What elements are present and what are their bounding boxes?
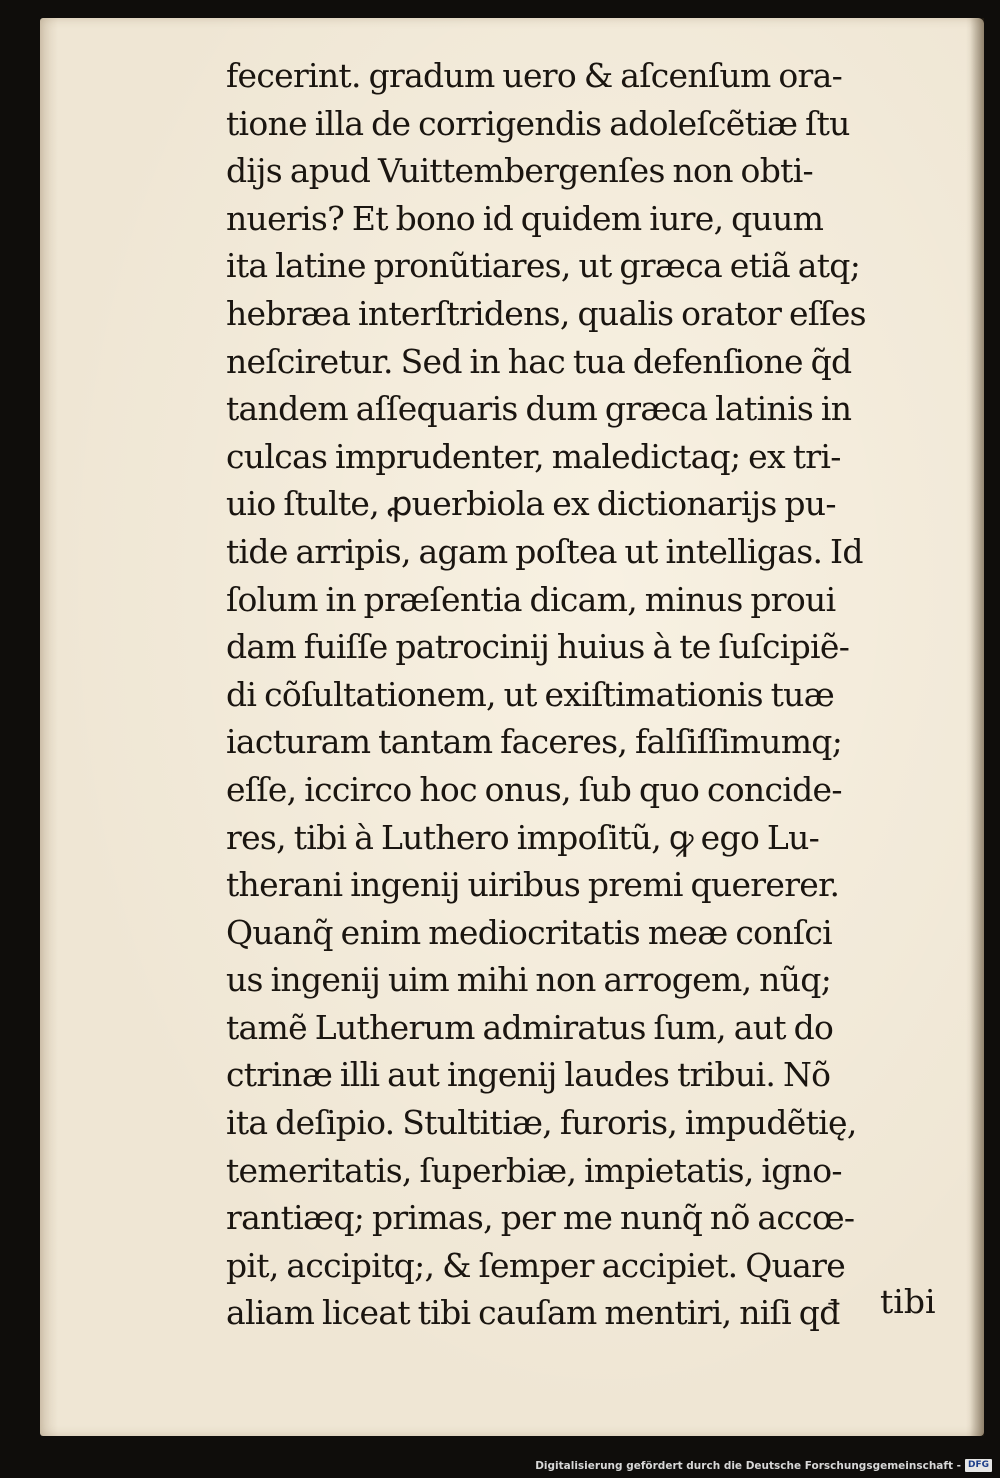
text-line: hebræa interſtridens, qualis orator eſſes [226,293,866,333]
catchword: tibi [880,1282,936,1321]
text-line: pit, accipitq;, & ſemper accipiet. Quare [226,1245,846,1285]
text-line: culcas imprudenter, maledictaq; ex tri- [226,436,841,476]
text-line: nueris? Et bono id quidem iure, quum [226,198,824,238]
text-line: us ingenij uim mihi non arrogem, nũq; [226,960,832,1000]
text-line: therani ingenij uiribus premi quererer. [226,865,840,905]
text-line: neſciretur. Sed in hac tua defenſione q̃d [226,341,852,381]
text-line: tandem aſſequaris dum græca latinis in [226,389,852,429]
text-line: tamẽ Lutherum admiratus ſum, aut do [226,1007,834,1047]
text-line: tide arripis, agam poſtea ut intelligas. Id [226,531,863,571]
text-line: dijs apud Vuittembergenſes non obti- [226,151,814,191]
text-line: ctrinæ illi aut ingenij laudes tribui. Nõ [226,1055,831,1095]
credit-text: Digitalisierung gefördert durch die Deutsche Forschungsgemeinschaft - [535,1459,961,1472]
text-line: rantiæq; primas, per me nunq̃ nõ accœ- [226,1198,855,1238]
text-line: temeritatis, ſuperbiæ, impietatis, igno- [226,1150,842,1190]
text-line: uio ſtulte, ꝓuerbiola ex dictionarijs pu- [226,484,836,524]
text-line: fecerint. gradum uero & aſcenſum ora- [226,56,843,95]
text-line: tione illa de corrigendis adoleſcẽtiæ ſtu [226,103,850,143]
printed-text-block [226,52,926,1337]
text-line: eſſe, iccirco hoc onus, ſub quo concide- [226,769,842,809]
text-line: ita latine pronũtiares, ut græca etiã atq; [226,246,861,286]
text-line: Quanq̃ enim mediocritatis meæ conſci [226,912,833,952]
digitization-credit [535,1459,992,1472]
text-line: iacturam tantam faceres, falſiſſimumq; [226,722,843,762]
dfg-logo: DFG [965,1459,992,1472]
text-line: aliam liceat tibi cauſam mentiri, niſi qđ [226,1293,840,1333]
text-line: di cõſultationem, ut exiſtimationis tuæ [226,674,835,714]
page-edge [970,18,984,1436]
footer-bar [0,1452,1000,1478]
text-line: ita deſipio. Stultitiæ, furoris, impudẽtię, [226,1103,857,1143]
text-line: dam fuiſſe patrocinij huius à te ſuſcipiẽ- [226,627,850,667]
text-line: res, tibi à Luthero impoſitũ, ꝙ ego Lu- [226,817,820,857]
text-line: ſolum in præſentia dicam, minus proui [226,579,836,619]
